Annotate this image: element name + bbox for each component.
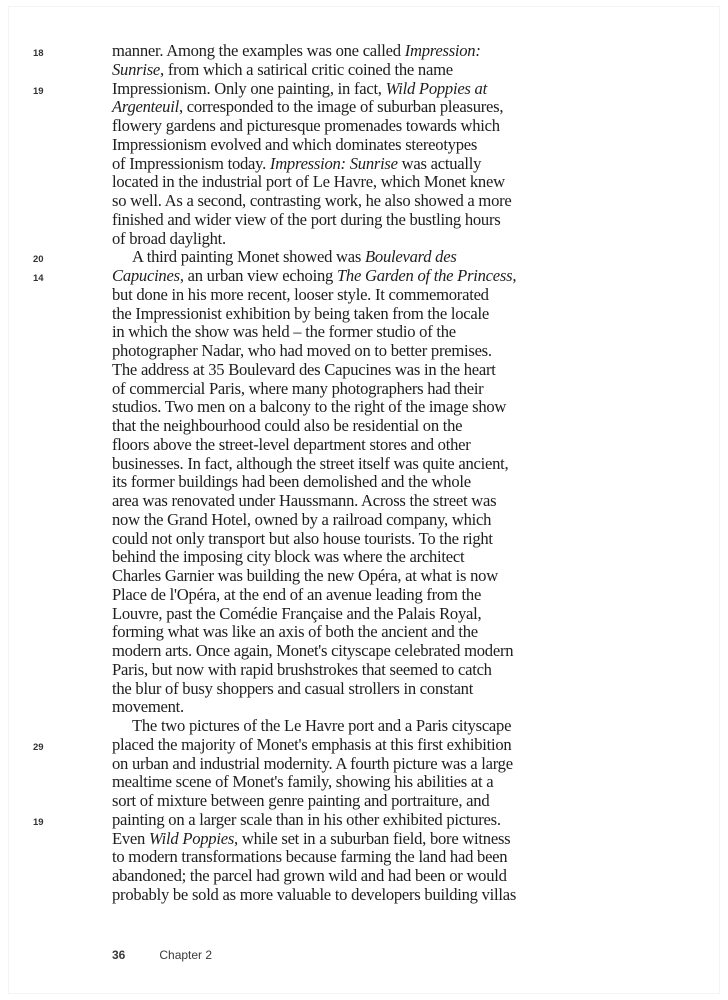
text-line (112, 642, 592, 661)
text-run: , corresponded to the image of suburban pleasures, (178, 97, 504, 117)
text-run: The two pictures of the Le Havre port and a Paris cityscape (132, 716, 512, 735)
text-run: its former buildings had been demolished and the whole (112, 472, 471, 492)
text-run: , while set in a suburban field, bore witness (234, 828, 511, 848)
margin-note-reference: 19 (33, 85, 44, 97)
margin-note-reference: 14 (33, 273, 44, 284)
text-line (112, 830, 592, 849)
margin-note-reference: 19 (33, 816, 44, 828)
text-line (112, 436, 592, 455)
italic-title: Impression: Sunrise (269, 153, 398, 173)
text-run: could not only transport but also house tourists. To the right (112, 528, 493, 548)
text-line (112, 323, 592, 342)
text-line (112, 98, 592, 117)
text-run: the Impressionist exhibition by being taken from the locale (112, 303, 489, 323)
text-line (112, 117, 592, 136)
text-line (112, 492, 592, 511)
text-line (112, 792, 592, 811)
text-line (112, 511, 592, 530)
text-line (112, 548, 592, 567)
text-run: , (512, 266, 517, 285)
text-run: on urban and industrial modernity. A fourth picture was a large (112, 753, 513, 773)
text-run: that the neighbourhood could also be residential on the (112, 416, 463, 435)
text-run: was actually (397, 153, 482, 173)
body-text (33, 41, 592, 905)
text-line (112, 61, 592, 80)
text-line (112, 342, 592, 361)
text-line (33, 247, 592, 267)
text-line (33, 266, 592, 286)
text-run: in which the show was held – the former studio of the (112, 322, 456, 342)
text-run: of Impressionism today. (112, 153, 270, 173)
margin-note-reference: 29 (33, 741, 44, 753)
italic-title: Capucines (112, 266, 180, 285)
text-line (112, 398, 592, 417)
text-line (112, 230, 592, 249)
text-run: businesses. In fact, although the street itself was quite ancient, (112, 453, 509, 473)
text-run: Charles Garnier was building the new Opéra, at what is now (112, 566, 498, 585)
text-line (112, 211, 592, 230)
text-run: now the Grand Hotel, owned by a railroad company, which (112, 509, 492, 529)
text-line (112, 586, 592, 605)
text-line (112, 680, 592, 699)
text-run: placed the majority of Monet's emphasis at this first exhibition (112, 734, 512, 754)
text-line (112, 361, 592, 380)
italic-title: The Garden of the Princess (336, 266, 513, 285)
text-line (112, 192, 592, 211)
text-line (112, 567, 592, 586)
text-run: flowery gardens and picturesque promenades towards which (112, 116, 500, 135)
text-run: floors above the street-level department stores and other (112, 434, 471, 454)
text-run: Place de l'Opéra, at the end of an avenue leading from the (112, 584, 482, 604)
text-line (112, 155, 592, 174)
margin-note-reference: 20 (33, 254, 44, 266)
text-line (33, 78, 592, 99)
text-run: Even (112, 828, 149, 848)
text-run: modern arts. Once again, Monet's cityscape celebrated modern (112, 641, 514, 660)
text-run: Impressionism. Only one painting, in fact, (112, 78, 386, 98)
text-line (112, 755, 592, 774)
text-line (112, 455, 592, 474)
text-run: located in the industrial port of Le Havre, which Monet knew (112, 172, 505, 192)
italic-title: Impression: (404, 41, 481, 60)
text-run: Louvre, past the Comédie Française and the Palais Royal, (112, 603, 482, 623)
text-line (112, 623, 592, 642)
text-run: probably be sold as more valuable to developers building villas (112, 884, 517, 904)
text-run: manner. Among the examples was one called (112, 41, 405, 60)
text-run: , from which a satirical critic coined the name (160, 59, 453, 79)
text-run: painting on a larger scale than in his other exhibited pictures. (112, 809, 501, 829)
text-line (112, 380, 592, 399)
italic-title: Argenteuil (112, 97, 179, 117)
text-run: , an urban view echoing (179, 266, 337, 285)
text-line (33, 809, 592, 830)
text-line (112, 717, 592, 736)
text-run: Impressionism evolved and which dominates stereotypes (112, 134, 478, 154)
text-line (112, 173, 592, 192)
text-line (112, 136, 592, 155)
book-page (8, 6, 720, 994)
italic-title: Wild Poppies (149, 828, 235, 848)
italic-title: Boulevard des (365, 247, 457, 267)
text-run: forming what was like an axis of both the ancient and the (112, 622, 478, 642)
text-line (112, 698, 592, 717)
text-run: The address at 35 Boulevard des Capucines was in the heart (112, 359, 496, 379)
text-run: mealtime scene of Monet's family, showing his abilities at a (112, 772, 494, 792)
text-line (112, 848, 592, 867)
margin-note-reference: 18 (33, 48, 44, 59)
text-line (112, 661, 592, 680)
text-line (112, 773, 592, 792)
text-run: abandoned; the parcel had grown wild and had been or would (112, 866, 507, 885)
text-run: finished and wider view of the port during the bustling hours (112, 209, 501, 229)
text-run: so well. As a second, contrasting work, he also showed a more (112, 191, 512, 210)
text-run: behind the imposing city block was where the architect (112, 547, 465, 567)
text-run: area was renovated under Haussmann. Across the street was (112, 491, 497, 510)
text-run: studios. Two men on a balcony to the right of the image show (112, 397, 507, 417)
text-run: movement. (112, 697, 184, 717)
page-footer (112, 948, 212, 962)
page-number: 36 (112, 948, 126, 962)
text-line (112, 417, 592, 436)
text-run: the blur of busy shoppers and casual strollers in constant (112, 678, 474, 698)
text-line (112, 605, 592, 624)
text-line (33, 41, 592, 61)
chapter-label: Chapter 2 (159, 948, 213, 962)
text-run: sort of mixture between genre painting and portraiture, and (112, 791, 490, 810)
text-line (112, 867, 592, 886)
text-run: Paris, but now with rapid brushstrokes that seemed to catch (112, 659, 492, 679)
text-line (112, 305, 592, 324)
text-line (112, 286, 592, 305)
italic-title: Sunrise (112, 59, 161, 79)
text-run: A third painting Monet showed was (132, 247, 366, 267)
text-run: to modern transformations because farming the land had been (112, 847, 508, 867)
italic-title: Wild Poppies at (385, 78, 487, 98)
text-line (112, 886, 592, 905)
text-run: photographer Nadar, who had moved on to better premises. (112, 341, 492, 360)
text-line (33, 734, 592, 755)
text-run: of broad daylight. (112, 228, 226, 248)
text-run: but done in his more recent, looser style. It commemorated (112, 284, 489, 304)
text-run: of commercial Paris, where many photographers had their (112, 378, 484, 398)
text-line (112, 473, 592, 492)
text-line (112, 530, 592, 549)
